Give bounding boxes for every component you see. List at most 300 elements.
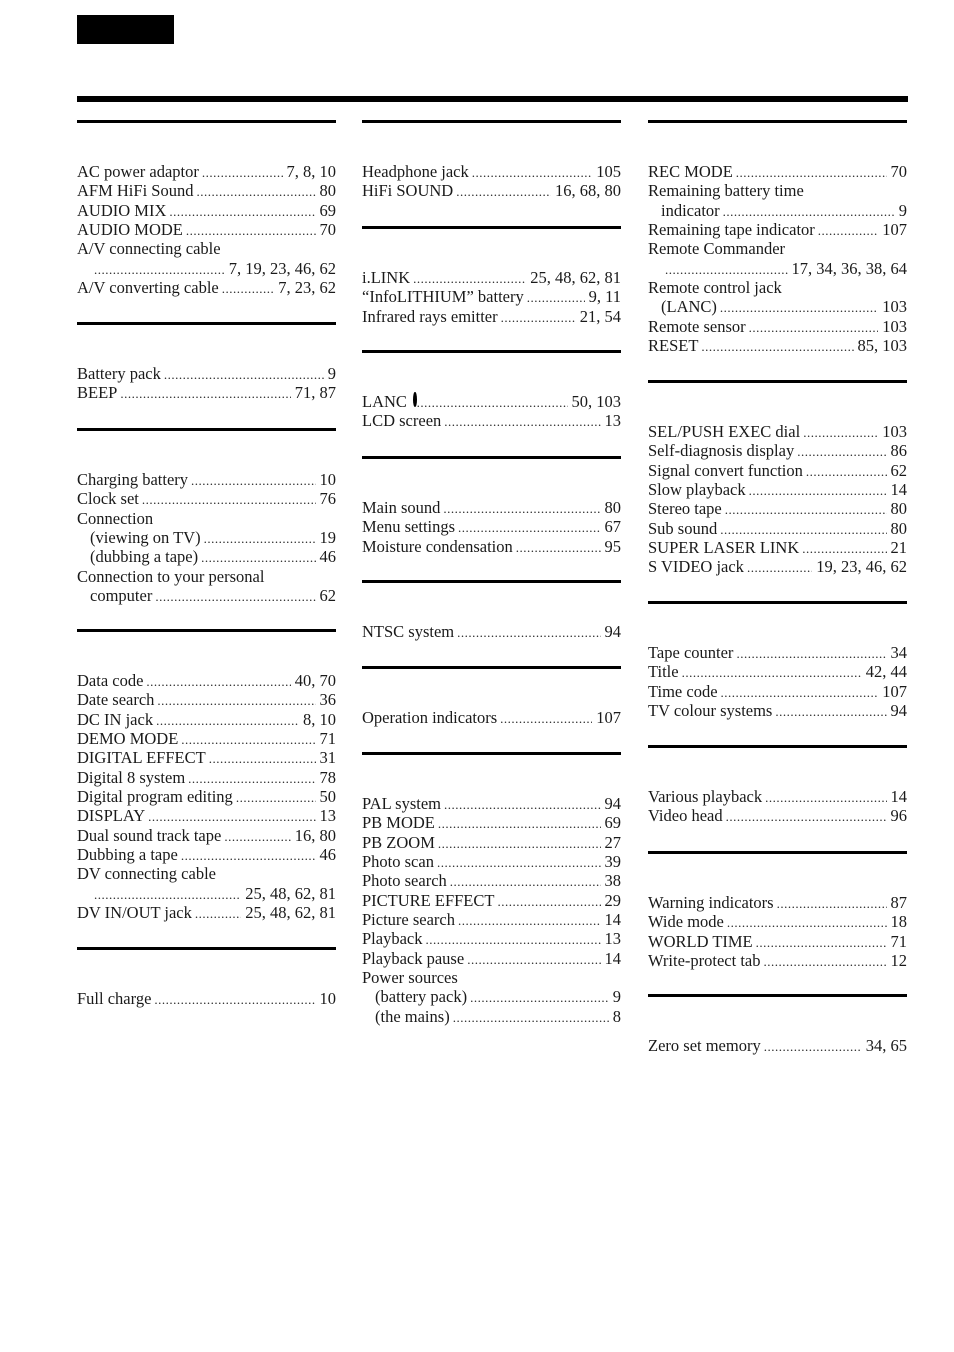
index-entry [77, 201, 336, 220]
index-section [77, 947, 336, 1008]
lanc-icon [413, 392, 417, 407]
index-section [648, 601, 907, 720]
index-entry [648, 259, 907, 278]
leader-dots [450, 872, 601, 891]
index-entry [648, 317, 907, 336]
index-entry [77, 748, 336, 767]
index-entry [648, 662, 907, 681]
leader-dots [765, 788, 886, 807]
entry-term: LANC [362, 392, 407, 411]
leader-dots [756, 933, 887, 952]
entry-term: Full charge [77, 989, 152, 1008]
entry-term: computer [90, 586, 153, 606]
entry-term: Menu settings [362, 517, 456, 537]
entry-term: Signal convert function [648, 460, 803, 480]
index-section [77, 428, 336, 605]
leader-dots [500, 709, 592, 728]
leader-dots [749, 481, 887, 500]
leader-dots [201, 548, 315, 567]
leader-dots [456, 182, 551, 201]
index-entry [648, 181, 907, 200]
entry-pages: 67 [604, 517, 621, 537]
leader-dots [188, 769, 315, 788]
leader-dots [747, 558, 812, 577]
entry-term: Infrared rays emitter [362, 306, 498, 326]
leader-dots [169, 202, 315, 221]
entry-pages: 105 [596, 162, 621, 181]
entry-pages: 16, 80 [294, 825, 336, 845]
entry-pages: 29 [604, 890, 621, 910]
index-entry [648, 201, 907, 220]
entry-term: Time code [648, 681, 718, 701]
index-entry [648, 538, 907, 557]
index-entry [362, 794, 621, 813]
entry-pages: 14 [890, 787, 907, 806]
index-entry [77, 259, 336, 278]
leader-dots [723, 202, 895, 221]
leader-dots [453, 1008, 609, 1027]
entry-term: Title [648, 662, 679, 682]
leader-dots [818, 221, 878, 240]
index-entry [77, 690, 336, 709]
entry-term: DIGITAL EFFECT [77, 748, 206, 768]
leader-dots [803, 423, 878, 442]
index-entry [362, 813, 621, 832]
entry-pages: 31 [319, 748, 336, 768]
index-entry [362, 498, 621, 517]
leader-dots [204, 529, 316, 548]
index-entry [77, 509, 336, 528]
leader-dots [181, 730, 315, 749]
index-entry [77, 826, 336, 845]
index-entry [77, 278, 336, 297]
entry-pages: 10 [319, 989, 336, 1008]
leader-dots [438, 814, 601, 833]
entry-pages: 107 [882, 681, 907, 701]
entry-term: PB MODE [362, 813, 435, 833]
index-entry [77, 768, 336, 787]
index-entry [77, 845, 336, 864]
index-entry [77, 162, 336, 181]
leader-dots [727, 913, 887, 932]
leader-dots [527, 288, 585, 307]
entry-term: Digital 8 system [77, 767, 186, 787]
entry-term: Connection to your personal [77, 566, 265, 586]
entry-term: Remote Commander [648, 239, 786, 259]
entry-term: A/V connecting cable [77, 239, 221, 259]
entry-pages: 103 [882, 422, 907, 441]
entry-pages: 38 [604, 871, 621, 891]
leader-dots [775, 702, 886, 721]
entry-term: (LANC) [661, 297, 717, 317]
entry-term: Slow playback [648, 480, 746, 500]
entry-pages: 34 [890, 643, 907, 662]
entry-term: Operation indicators [362, 708, 498, 727]
leader-dots [501, 308, 576, 327]
entry-term: Self-diagnosis display [648, 441, 795, 461]
entry-pages: 40, 70 [294, 671, 336, 690]
entry-term: Connection [77, 508, 154, 528]
leader-dots [417, 393, 568, 412]
leader-dots [720, 298, 878, 317]
index-entry [362, 987, 621, 1006]
entry-pages: 27 [604, 832, 621, 852]
entry-pages: 7, 19, 23, 46, 62 [228, 258, 336, 278]
entry-term: A/V converting cable [77, 278, 219, 298]
index-entry [362, 1007, 621, 1026]
leader-dots [413, 269, 526, 288]
entry-pages: 39 [604, 852, 621, 872]
entry-pages: 10 [319, 470, 336, 489]
index-entry [77, 710, 336, 729]
entry-term: (the mains) [375, 1006, 450, 1026]
leader-dots [146, 672, 290, 691]
index-entry [77, 864, 336, 883]
leader-dots [222, 279, 275, 298]
entry-pages: 96 [890, 806, 907, 826]
entry-pages: 69 [319, 200, 336, 220]
entry-pages: 95 [604, 536, 621, 556]
leader-dots [191, 471, 315, 490]
leader-dots [196, 182, 315, 201]
leader-dots [802, 539, 886, 558]
index-entry [648, 220, 907, 239]
entry-term: Wide mode [648, 912, 724, 932]
index-section [362, 350, 621, 431]
entry-term: DISPLAY [77, 806, 146, 826]
entry-pages: 94 [890, 701, 907, 721]
leader-dots [458, 518, 600, 537]
entry-term: Sub sound [648, 518, 718, 538]
index-entry [77, 364, 336, 383]
index-section [648, 745, 907, 826]
entry-term: Dubbing a tape [77, 845, 178, 865]
index-entry [362, 537, 621, 556]
entry-pages: 78 [319, 767, 336, 787]
entry-term: Remaining battery time [648, 181, 804, 201]
leader-dots [154, 990, 315, 1009]
entry-term: Main sound [362, 498, 441, 517]
index-section [77, 120, 336, 297]
leader-dots [142, 490, 316, 509]
leader-dots [156, 711, 299, 730]
index-entry [648, 1036, 907, 1055]
leader-dots [777, 894, 887, 913]
index-entry [77, 806, 336, 825]
header-tab [77, 15, 174, 44]
entry-term: Remote control jack [648, 278, 782, 298]
index-section [362, 666, 621, 727]
entry-term: (battery pack) [375, 987, 468, 1007]
index-entry [362, 968, 621, 987]
entry-term: AUDIO MIX [77, 200, 167, 220]
entry-pages: 14 [604, 910, 621, 930]
entry-term: (viewing on TV) [90, 528, 201, 548]
leader-dots [164, 365, 324, 384]
leader-dots [497, 892, 600, 911]
index-entry [362, 268, 621, 287]
entry-term: Remote sensor [648, 316, 746, 336]
entry-pages: 80 [604, 498, 621, 517]
leader-dots [202, 163, 283, 182]
entry-pages: 103 [882, 316, 907, 336]
entry-term: DC IN jack [77, 709, 154, 729]
leader-dots [425, 930, 600, 949]
leader-dots [470, 988, 609, 1007]
entry-pages: 70 [319, 220, 336, 240]
index-entry [77, 220, 336, 239]
entry-pages: 34, 65 [865, 1036, 907, 1055]
index-section [648, 380, 907, 577]
leader-dots [721, 683, 879, 702]
index-entry [362, 929, 621, 948]
entry-term: RESET [648, 336, 699, 356]
entry-pages: 94 [604, 622, 621, 641]
index-entry [362, 871, 621, 890]
entry-term: Tape counter [648, 643, 734, 662]
index-section [362, 226, 621, 326]
entry-pages: 13 [319, 806, 336, 826]
index-entry [77, 567, 336, 586]
entry-term: Clock set [77, 489, 139, 509]
entry-term: Picture search [362, 910, 455, 930]
entry-pages: 12 [890, 951, 907, 971]
leader-dots [181, 846, 316, 865]
index-entry [648, 441, 907, 460]
entry-pages: 9 [327, 364, 336, 383]
leader-dots [797, 442, 886, 461]
index-entry [648, 787, 907, 806]
index-entry [77, 528, 336, 547]
leader-dots [186, 221, 316, 240]
index-entry [648, 499, 907, 518]
leader-dots [437, 853, 601, 872]
entry-term: REC MODE [648, 162, 733, 181]
entry-term: SUPER LASER LINK [648, 538, 800, 558]
entry-pages: 36 [319, 690, 336, 710]
entry-pages: 42, 44 [865, 662, 907, 682]
index-entry [362, 287, 621, 306]
entry-term: Playback [362, 929, 423, 949]
entry-term: PB ZOOM [362, 832, 435, 852]
entry-term: Date search [77, 690, 155, 710]
index-section [77, 322, 336, 403]
header-rule [77, 96, 908, 102]
index-entry [648, 162, 907, 181]
leader-dots [764, 1037, 862, 1056]
index-section [362, 580, 621, 641]
entry-term: Stereo tape [648, 499, 722, 519]
index-entry [648, 297, 907, 316]
index-section [648, 120, 907, 355]
leader-dots [148, 807, 315, 826]
index-entry [77, 181, 336, 200]
entry-pages: 8 [612, 1006, 621, 1026]
index-entry [648, 806, 907, 825]
entry-pages: 103 [882, 297, 907, 317]
leader-dots [458, 911, 601, 930]
entry-term: indicator [661, 200, 720, 220]
index-entry [648, 643, 907, 662]
leader-dots [94, 885, 241, 904]
entry-pages: 107 [596, 708, 621, 727]
index-entry [77, 383, 336, 402]
entry-pages: 19 [319, 528, 336, 548]
entry-pages: 9, 11 [588, 287, 621, 307]
entry-term: (dubbing a tape) [90, 547, 199, 567]
index-entry [648, 336, 907, 355]
leader-dots [457, 623, 600, 642]
entry-term: Playback pause [362, 948, 465, 968]
leader-dots [726, 807, 887, 826]
index-entry [362, 162, 621, 181]
index-entry [77, 671, 336, 690]
entry-term: Digital program editing [77, 787, 233, 807]
index-entry [648, 701, 907, 720]
index-entry [648, 278, 907, 297]
leader-dots [725, 500, 887, 519]
entry-pages: 21 [890, 538, 907, 558]
entry-pages: 50, 103 [571, 392, 621, 411]
leader-dots [736, 163, 887, 182]
index-section [77, 629, 336, 922]
index-entry [648, 557, 907, 576]
leader-dots [155, 587, 315, 606]
index-entry [648, 422, 907, 441]
leader-dots [749, 318, 879, 337]
entry-pages: 13 [604, 411, 621, 431]
index-entry [77, 989, 336, 1008]
index-entry [362, 307, 621, 326]
index-entry [77, 729, 336, 748]
entry-pages: 69 [604, 813, 621, 833]
index-entry [648, 682, 907, 701]
entry-term: S VIDEO jack [648, 557, 744, 577]
entry-term: Write-protect tab [648, 951, 761, 971]
entry-pages: 9 [612, 987, 621, 1007]
leader-dots [682, 663, 862, 682]
entry-pages: 8, 10 [303, 709, 336, 729]
entry-pages: 17, 34, 36, 38, 64 [791, 258, 907, 278]
leader-dots [443, 499, 600, 518]
entry-term: TV colour systems [648, 701, 773, 721]
leader-dots [94, 260, 225, 279]
entry-term: DV IN/OUT jack [77, 903, 192, 923]
entry-term: HiFi SOUND [362, 181, 454, 201]
entry-pages: 19, 23, 46, 62 [816, 557, 907, 577]
entry-pages: 85, 103 [857, 336, 907, 356]
entry-term: LCD screen [362, 411, 442, 431]
entry-term: WORLD TIME [648, 931, 753, 951]
entry-pages: 46 [319, 845, 336, 865]
entry-term: Photo search [362, 871, 447, 891]
leader-dots [157, 691, 315, 710]
index-entry [648, 951, 907, 970]
index-entry [77, 470, 336, 489]
leader-dots [438, 834, 601, 853]
leader-dots [444, 412, 600, 431]
entry-term: Headphone jack [362, 162, 469, 181]
index-entry [77, 547, 336, 566]
entry-term: Video head [648, 806, 723, 826]
entry-term: SEL/PUSH EXEC dial [648, 422, 801, 441]
index-entry [648, 480, 907, 499]
entry-pages: 80 [890, 499, 907, 519]
entry-pages: 70 [890, 162, 907, 181]
leader-dots [209, 749, 316, 768]
index-entry [362, 910, 621, 929]
entry-pages: 16, 68, 80 [555, 181, 621, 201]
index-entry [648, 519, 907, 538]
leader-dots [472, 163, 593, 182]
index-entry [648, 912, 907, 931]
leader-dots [467, 950, 600, 969]
entry-pages: 13 [604, 929, 621, 949]
entry-pages: 94 [604, 794, 621, 813]
entry-pages: 25, 48, 62, 81 [245, 883, 336, 903]
index-section [362, 752, 621, 1026]
index-entry [77, 903, 336, 922]
index-section [362, 456, 621, 556]
entry-term: “InfoLITHIUM” battery [362, 287, 524, 307]
entry-pages: 107 [882, 220, 907, 240]
entry-pages: 21, 54 [579, 306, 621, 326]
index-section [362, 120, 621, 201]
index-entry [648, 461, 907, 480]
index-entry [77, 239, 336, 258]
leader-dots [120, 384, 290, 403]
entry-pages: 62 [319, 586, 336, 606]
leader-dots [701, 337, 853, 356]
entry-pages: 18 [890, 912, 907, 932]
entry-term: i.LINK [362, 268, 411, 287]
entry-pages: 50 [319, 787, 336, 807]
entry-term: Moisture condensation [362, 536, 513, 556]
index-entry [77, 787, 336, 806]
entry-term: Remaining tape indicator [648, 220, 815, 240]
leader-dots [764, 952, 887, 971]
entry-pages: 80 [890, 518, 907, 538]
index-entry [648, 932, 907, 951]
index-section [648, 851, 907, 970]
leader-dots [195, 904, 241, 923]
entry-pages: 7, 23, 62 [278, 278, 336, 298]
index-entry [648, 893, 907, 912]
entry-term: Warning indicators [648, 893, 774, 912]
entry-pages: 71 [890, 931, 907, 951]
index-section [648, 994, 907, 1055]
entry-pages: 87 [890, 893, 907, 912]
entry-term: Photo scan [362, 852, 434, 872]
entry-term: Data code [77, 671, 144, 690]
entry-pages: 25, 48, 62, 81 [530, 268, 621, 287]
leader-dots [736, 644, 886, 663]
index-entry [362, 708, 621, 727]
index-entry [362, 517, 621, 536]
index-entry [362, 891, 621, 910]
entry-pages: 25, 48, 62, 81 [245, 903, 336, 923]
index-entry [77, 884, 336, 903]
leader-dots [236, 788, 316, 807]
entry-term: Zero set memory [648, 1036, 761, 1055]
entry-pages: 62 [890, 460, 907, 480]
entry-term: Charging battery [77, 470, 189, 489]
index-entry [362, 949, 621, 968]
entry-pages: 76 [319, 489, 336, 509]
entry-pages: 46 [319, 547, 336, 567]
entry-pages: 71, 87 [294, 383, 336, 403]
index-entry [77, 489, 336, 508]
